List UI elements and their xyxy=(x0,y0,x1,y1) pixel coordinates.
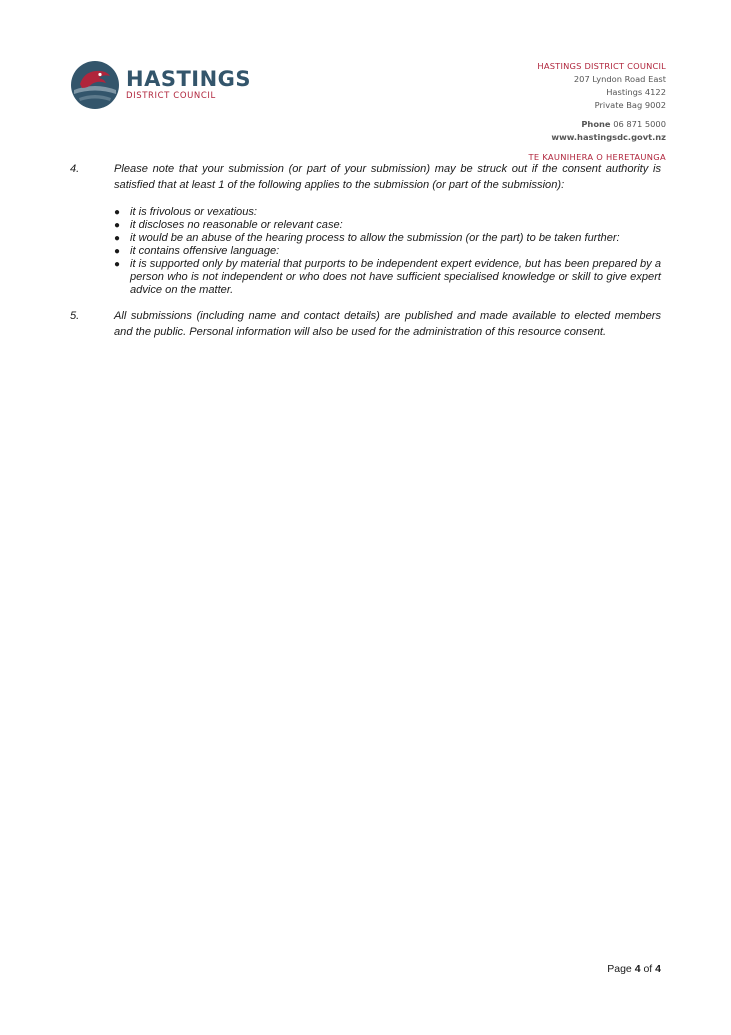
list-item-4 xyxy=(70,161,661,297)
council-logo xyxy=(70,58,252,114)
bullet-text: it discloses no reasonable or relevant case: xyxy=(130,219,343,231)
bullet-text: it is frivolous or vexatious: xyxy=(130,206,258,218)
logo-wordmark: HASTINGS xyxy=(126,67,252,91)
bullet-text: it would be an abuse of the hearing process to allow the submission (or the part) to be taken further: xyxy=(130,232,620,244)
page-total: 4 xyxy=(655,963,661,975)
logo-subtitle: DISTRICT COUNCIL xyxy=(126,91,216,101)
bullet-item xyxy=(114,219,661,232)
bullet-item xyxy=(114,206,661,219)
of-label: of xyxy=(643,963,653,975)
bullet-icon: ● xyxy=(114,259,121,270)
item-text: All submissions (including name and contact details) are published and made available to elected members and the public. Personal information will also be used for the administration of this resource consent. xyxy=(114,310,661,338)
page-current: 4 xyxy=(634,963,641,975)
address-line-2: Hastings 4122 xyxy=(606,87,666,97)
maori-council-name: TE KAUNIHERA O HERETAUNGA xyxy=(528,152,666,162)
org-name: HASTINGS DISTRICT COUNCIL xyxy=(537,61,666,71)
item-number: 4. xyxy=(70,163,80,175)
phone-line xyxy=(528,118,666,131)
bullet-list xyxy=(114,206,661,297)
item-text: Please note that your submission (or part of your submission) may be struck out if the consent authority is satisfied that at least 1 of the following applies to the submission (or part of the submission): xyxy=(114,163,661,191)
bullet-text: it contains offensive language: xyxy=(130,245,280,257)
page-footer xyxy=(607,963,661,975)
bullet-text: it is supported only by material that purports to be independent expert evidence, but has been prepared by a person who is not independent or who does not have sufficient specialised knowledge or skill to give expert advice on the matter. xyxy=(130,258,661,296)
item-number: 5. xyxy=(70,310,80,322)
bullet-icon: ● xyxy=(114,233,121,244)
bullet-item xyxy=(114,232,661,245)
page-label: Page xyxy=(607,963,632,975)
hastings-logo-icon xyxy=(70,60,120,110)
bullet-icon: ● xyxy=(114,207,121,218)
phone-number: 06 871 5000 xyxy=(613,119,666,129)
list-item-5 xyxy=(70,308,661,340)
council-address-block xyxy=(528,60,666,164)
website-link[interactable]: www.hastingsdc.govt.nz xyxy=(551,132,666,142)
bullet-item xyxy=(114,245,661,258)
bullet-icon: ● xyxy=(114,246,121,257)
bullet-icon: ● xyxy=(114,220,121,231)
phone-label: Phone xyxy=(581,119,611,129)
bullet-item xyxy=(114,258,661,297)
address-line-1: 207 Lyndon Road East xyxy=(573,74,666,84)
address-line-3: Private Bag 9002 xyxy=(594,100,666,110)
